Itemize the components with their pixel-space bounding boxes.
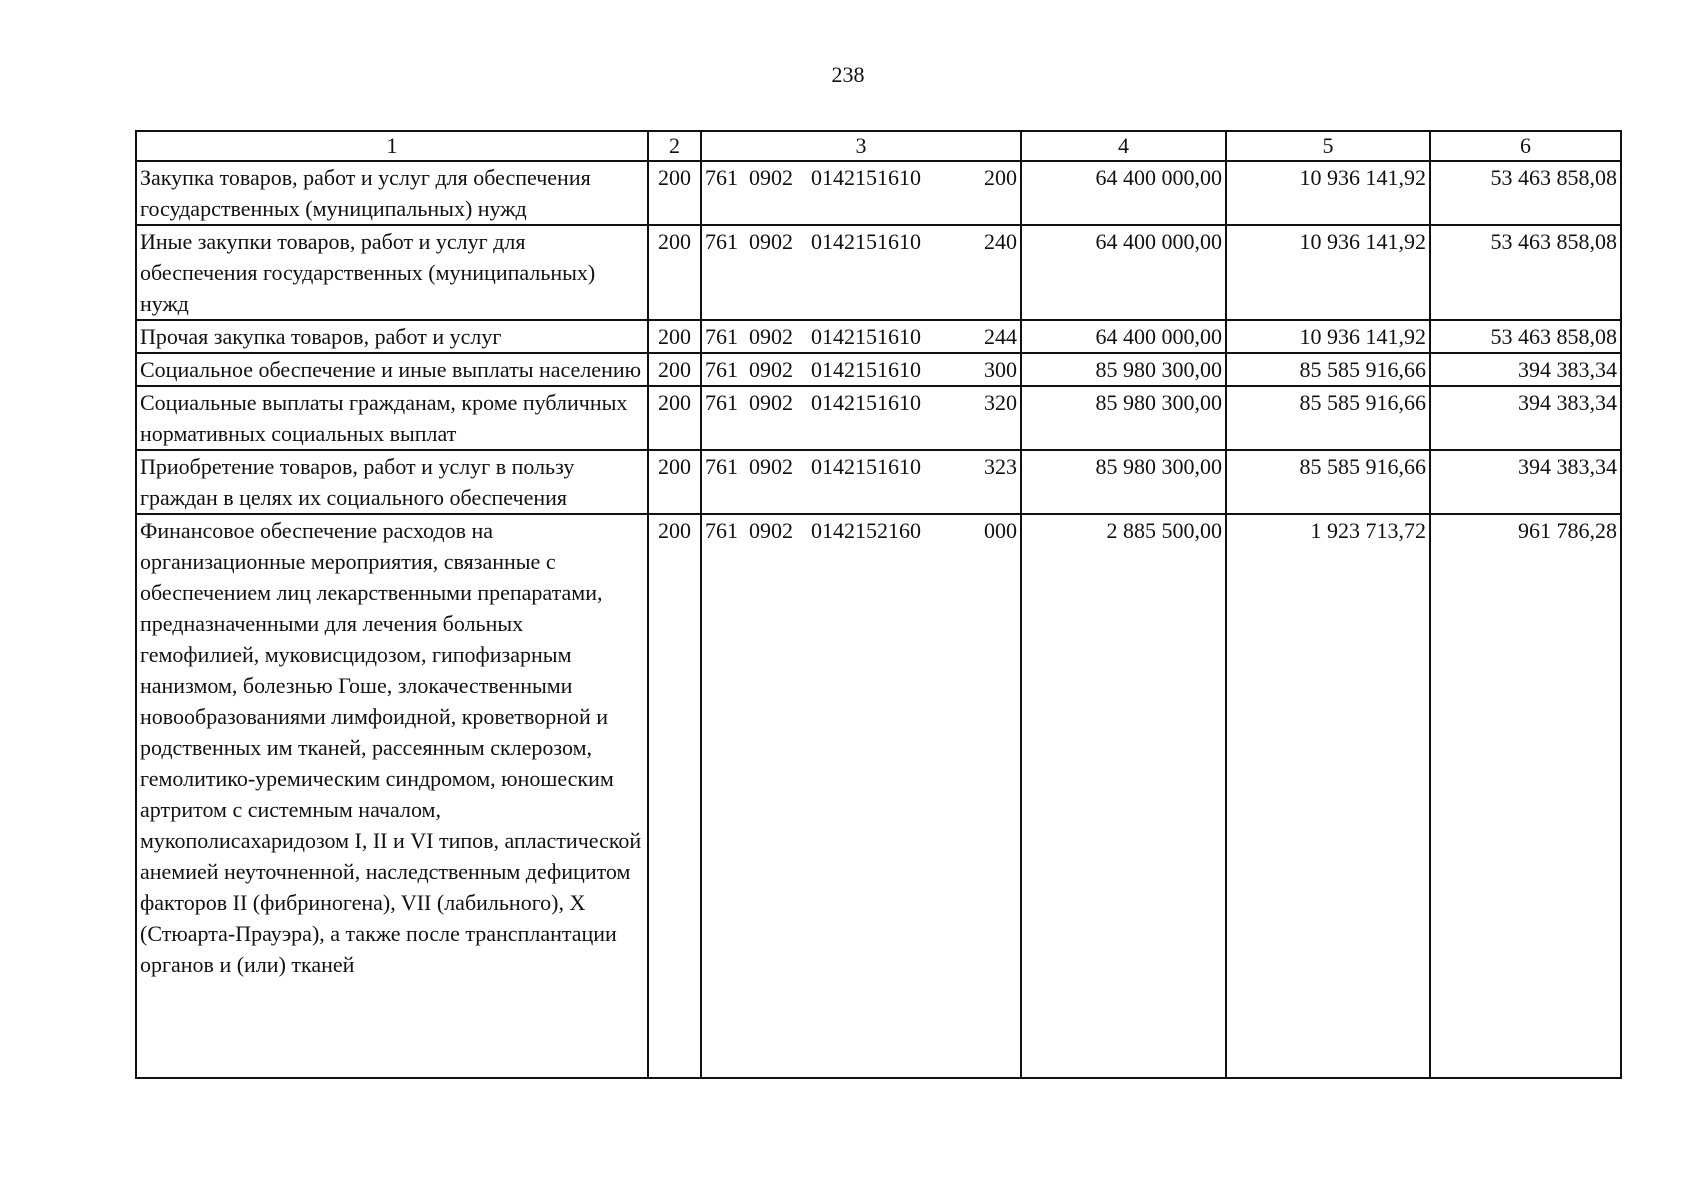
code-type: 300 [984, 357, 1017, 382]
column-number-1: 1 [136, 131, 648, 161]
code-section: 0902 [749, 324, 793, 349]
executed-amount: 85 585 916,66 [1226, 353, 1430, 386]
executed-amount: 85 585 916,66 [1226, 386, 1430, 450]
code-section: 0902 [749, 454, 793, 479]
line-code: 200 [648, 514, 701, 1078]
code-target: 0142151610 [811, 229, 921, 254]
code-target: 0142151610 [811, 390, 921, 415]
code-type: 320 [984, 390, 1017, 415]
code-admin: 761 [705, 518, 738, 543]
expense-name: Закупка товаров, работ и услуг для обеспечения государственных (муниципальных) нужд [136, 161, 648, 225]
unexecuted-amount: 53 463 858,08 [1430, 161, 1621, 225]
code-admin: 761 [705, 454, 738, 479]
expense-name: Социальные выплаты гражданам, кроме публичных нормативных социальных выплат [136, 386, 648, 450]
code-section: 0902 [749, 357, 793, 382]
code-admin: 761 [705, 165, 738, 190]
table-row [136, 386, 1621, 450]
table-row [136, 514, 1621, 1078]
column-number-4: 4 [1021, 131, 1226, 161]
line-code: 200 [648, 353, 701, 386]
table-row [136, 353, 1621, 386]
line-code: 200 [648, 450, 701, 514]
executed-amount: 10 936 141,92 [1226, 161, 1430, 225]
executed-amount: 85 585 916,66 [1226, 450, 1430, 514]
approved-amount: 64 400 000,00 [1021, 225, 1226, 320]
column-number-6: 6 [1430, 131, 1621, 161]
code-type: 200 [984, 165, 1017, 190]
code-target: 0142151610 [811, 454, 921, 479]
column-number-5: 5 [1226, 131, 1430, 161]
unexecuted-amount: 53 463 858,08 [1430, 225, 1621, 320]
budget-classification-code [701, 225, 1021, 320]
budget-classification-code [701, 353, 1021, 386]
code-target: 0142151610 [811, 324, 921, 349]
code-admin: 761 [705, 357, 738, 382]
code-type: 244 [984, 324, 1017, 349]
column-number-2: 2 [648, 131, 701, 161]
column-number-3: 3 [701, 131, 1021, 161]
executed-amount: 10 936 141,92 [1226, 225, 1430, 320]
approved-amount: 85 980 300,00 [1021, 353, 1226, 386]
code-target: 0142152160 [811, 518, 921, 543]
approved-amount: 85 980 300,00 [1021, 450, 1226, 514]
code-target: 0142151610 [811, 165, 921, 190]
budget-classification-code [701, 450, 1021, 514]
line-code: 200 [648, 386, 701, 450]
budget-classification-code [701, 161, 1021, 225]
budget-classification-code [701, 386, 1021, 450]
approved-amount: 64 400 000,00 [1021, 320, 1226, 353]
executed-amount: 1 923 713,72 [1226, 514, 1430, 1078]
unexecuted-amount: 394 383,34 [1430, 386, 1621, 450]
column-number-row [136, 131, 1621, 161]
table-row [136, 320, 1621, 353]
code-section: 0902 [749, 390, 793, 415]
line-code: 200 [648, 161, 701, 225]
expense-name: Финансовое обеспечение расходов на организационные мероприятия, связанные с обеспечением лиц лекарственными препаратами, предназначенными для лечения больных гемофилией, муковисцидозом, гипофизарным нанизмом, болезнью Гоше, злокачественными новообразованиями лимфоидной, кроветворной и родственных им тканей, рассеянным склерозом, гемолитико-уремическим синдромом, юношеским артритом с системным началом, мукополисахаридозом I, II и VI типов, апластической анемией неуточненной, наследственным дефицитом факторов II (фибриногена), VII (лабильного), X (Стюарта-Прауэра), а также после трансплантации органов и (или) тканей [136, 514, 648, 1078]
code-type: 000 [984, 518, 1017, 543]
code-admin: 761 [705, 390, 738, 415]
approved-amount: 2 885 500,00 [1021, 514, 1226, 1078]
code-target: 0142151610 [811, 357, 921, 382]
code-admin: 761 [705, 229, 738, 254]
unexecuted-amount: 53 463 858,08 [1430, 320, 1621, 353]
code-type: 323 [984, 454, 1017, 479]
expense-name: Социальное обеспечение и иные выплаты населению [136, 353, 648, 386]
budget-classification-code [701, 320, 1021, 353]
expense-name: Приобретение товаров, работ и услуг в пользу граждан в целях их социального обеспечения [136, 450, 648, 514]
table-row [136, 450, 1621, 514]
unexecuted-amount: 394 383,34 [1430, 450, 1621, 514]
unexecuted-amount: 961 786,28 [1430, 514, 1621, 1078]
line-code: 200 [648, 225, 701, 320]
code-section: 0902 [749, 229, 793, 254]
table-row [136, 161, 1621, 225]
budget-classification-code [701, 514, 1021, 1078]
code-admin: 761 [705, 324, 738, 349]
page-number: 238 [831, 62, 865, 87]
line-code: 200 [648, 320, 701, 353]
table-row [136, 225, 1621, 320]
approved-amount: 85 980 300,00 [1021, 386, 1226, 450]
code-section: 0902 [749, 518, 793, 543]
budget-execution-table [135, 130, 1622, 1079]
executed-amount: 10 936 141,92 [1226, 320, 1430, 353]
expense-name: Прочая закупка товаров, работ и услуг [136, 320, 648, 353]
code-type: 240 [984, 229, 1017, 254]
unexecuted-amount: 394 383,34 [1430, 353, 1621, 386]
code-section: 0902 [749, 165, 793, 190]
expense-name: Иные закупки товаров, работ и услуг для обеспечения государственных (муниципальных) нужд [136, 225, 648, 320]
approved-amount: 64 400 000,00 [1021, 161, 1226, 225]
